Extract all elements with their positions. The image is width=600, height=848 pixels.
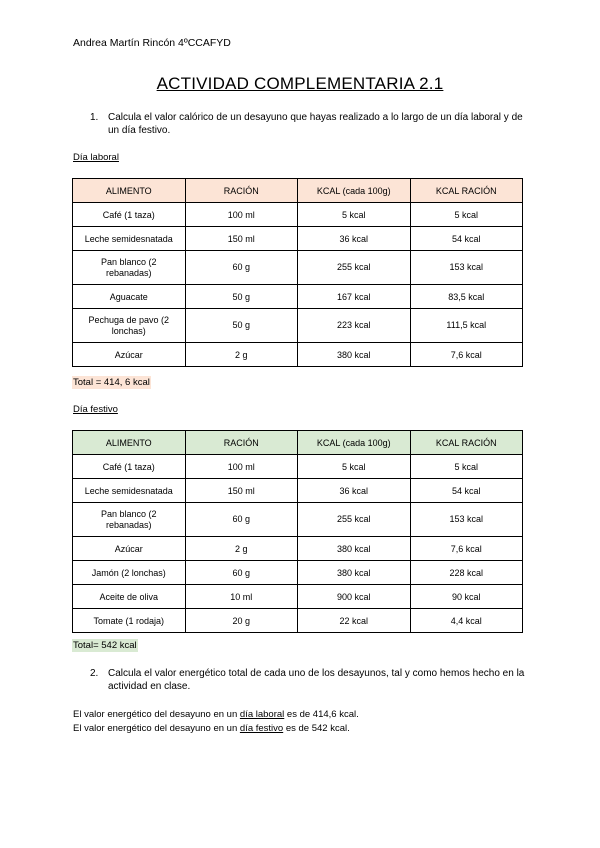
question-2-text: Calcula el valor energético total de cada uno de los desayunos, tal y como hemos hecho en la actividad en clase. xyxy=(108,668,525,692)
cell-kcal-racion: 83,5 kcal xyxy=(410,285,523,309)
answer-line-1-post: es de 414,6 kcal. xyxy=(284,709,359,720)
cell-kcal-100g: 255 kcal xyxy=(298,503,411,537)
cell-kcal-100g: 900 kcal xyxy=(298,585,411,609)
answer-block xyxy=(73,708,359,736)
cell-kcal-100g: 22 kcal xyxy=(298,609,411,633)
answer-line-festivo xyxy=(73,722,359,736)
cell-kcal-racion: 54 kcal xyxy=(410,227,523,251)
cell-kcal-100g: 380 kcal xyxy=(298,561,411,585)
page-title: ACTIVIDAD COMPLEMENTARIA 2.1 xyxy=(156,74,444,93)
cell-racion: 2 g xyxy=(185,343,298,367)
cell-kcal-racion: 153 kcal xyxy=(410,503,523,537)
cell-kcal-racion: 7,6 kcal xyxy=(410,537,523,561)
table-row xyxy=(73,561,523,585)
cell-racion: 150 ml xyxy=(185,227,298,251)
festivo-total: Total= 542 kcal xyxy=(73,640,137,651)
table-row xyxy=(73,503,523,537)
cell-kcal-100g: 223 kcal xyxy=(298,309,411,343)
question-1 xyxy=(90,111,530,137)
cell-alimento: Aguacate xyxy=(73,285,186,309)
cell-alimento: Tomate (1 rodaja) xyxy=(73,609,186,633)
cell-racion: 50 g xyxy=(185,309,298,343)
cell-kcal-100g: 167 kcal xyxy=(298,285,411,309)
cell-racion: 100 ml xyxy=(185,203,298,227)
laboral-label: Día laboral xyxy=(73,152,119,163)
table-row xyxy=(73,537,523,561)
cell-racion: 60 g xyxy=(185,561,298,585)
cell-kcal-100g: 36 kcal xyxy=(298,227,411,251)
laboral-header-row xyxy=(73,179,523,203)
cell-alimento: Pechuga de pavo (2 lonchas) xyxy=(73,309,186,343)
answer-line-2-link: día festivo xyxy=(239,723,284,734)
cell-racion: 50 g xyxy=(185,285,298,309)
cell-alimento: Leche semidesnatada xyxy=(73,227,186,251)
header-alimento: ALIMENTO xyxy=(73,431,186,455)
festivo-header-row xyxy=(73,431,523,455)
table-row xyxy=(73,455,523,479)
cell-alimento: Jamón (2 lonchas) xyxy=(73,561,186,585)
cell-kcal-racion: 5 kcal xyxy=(410,203,523,227)
cell-kcal-racion: 4,4 kcal xyxy=(410,609,523,633)
header-alimento: ALIMENTO xyxy=(73,179,186,203)
table-row xyxy=(73,585,523,609)
cell-racion: 10 ml xyxy=(185,585,298,609)
cell-kcal-racion: 111,5 kcal xyxy=(410,309,523,343)
cell-kcal-racion: 228 kcal xyxy=(410,561,523,585)
table-row xyxy=(73,343,523,367)
author-name: Andrea Martín Rincón 4ºCCAFYD xyxy=(73,37,231,49)
question-1-number: 1. xyxy=(90,112,99,123)
cell-racion: 20 g xyxy=(185,609,298,633)
table-row xyxy=(73,309,523,343)
cell-kcal-racion: 90 kcal xyxy=(410,585,523,609)
header-kcal-100g: KCAL (cada 100g) xyxy=(298,179,411,203)
cell-racion: 60 g xyxy=(185,251,298,285)
cell-racion: 150 ml xyxy=(185,479,298,503)
cell-alimento: Azúcar xyxy=(73,343,186,367)
cell-kcal-100g: 380 kcal xyxy=(298,537,411,561)
question-1-text: Calcula el valor calórico de un desayuno que hayas realizado a lo largo de un día laboral y de un día festivo. xyxy=(108,112,523,136)
cell-alimento: Pan blanco (2 rebanadas) xyxy=(73,503,186,537)
cell-kcal-racion: 7,6 kcal xyxy=(410,343,523,367)
table-row xyxy=(73,227,523,251)
laboral-table xyxy=(72,178,523,367)
header-kcal-100g: KCAL (cada 100g) xyxy=(298,431,411,455)
header-kcal-racion: KCAL RACIÓN xyxy=(410,179,523,203)
cell-alimento: Leche semidesnatada xyxy=(73,479,186,503)
cell-kcal-100g: 255 kcal xyxy=(298,251,411,285)
cell-kcal-100g: 380 kcal xyxy=(298,343,411,367)
answer-line-2-post: es de 542 kcal. xyxy=(283,723,350,734)
cell-kcal-100g: 36 kcal xyxy=(298,479,411,503)
table-row xyxy=(73,285,523,309)
answer-line-2-pre: El valor energético del desayuno en un xyxy=(73,723,240,734)
answer-line-1-link: día laboral xyxy=(239,709,285,720)
header-racion: RACIÓN xyxy=(185,179,298,203)
cell-racion: 60 g xyxy=(185,503,298,537)
cell-alimento: Azúcar xyxy=(73,537,186,561)
cell-kcal-100g: 5 kcal xyxy=(298,203,411,227)
cell-racion: 2 g xyxy=(185,537,298,561)
cell-kcal-racion: 153 kcal xyxy=(410,251,523,285)
table-row xyxy=(73,251,523,285)
cell-kcal-100g: 5 kcal xyxy=(298,455,411,479)
cell-kcal-racion: 54 kcal xyxy=(410,479,523,503)
question-2-number: 2. xyxy=(90,668,99,679)
cell-racion: 100 ml xyxy=(185,455,298,479)
question-2 xyxy=(90,667,530,693)
answer-line-laboral xyxy=(73,708,359,722)
table-row xyxy=(73,203,523,227)
festivo-table xyxy=(72,430,523,633)
cell-alimento: Café (1 taza) xyxy=(73,455,186,479)
laboral-total: Total = 414, 6 kcal xyxy=(73,377,150,388)
cell-kcal-racion: 5 kcal xyxy=(410,455,523,479)
table-row xyxy=(73,609,523,633)
answer-line-1-pre: El valor energético del desayuno en un xyxy=(73,709,240,720)
table-row xyxy=(73,479,523,503)
cell-alimento: Pan blanco (2 rebanadas) xyxy=(73,251,186,285)
header-racion: RACIÓN xyxy=(185,431,298,455)
header-kcal-racion: KCAL RACIÓN xyxy=(410,431,523,455)
cell-alimento: Aceite de oliva xyxy=(73,585,186,609)
cell-alimento: Café (1 taza) xyxy=(73,203,186,227)
festivo-label: Día festivo xyxy=(73,404,118,415)
